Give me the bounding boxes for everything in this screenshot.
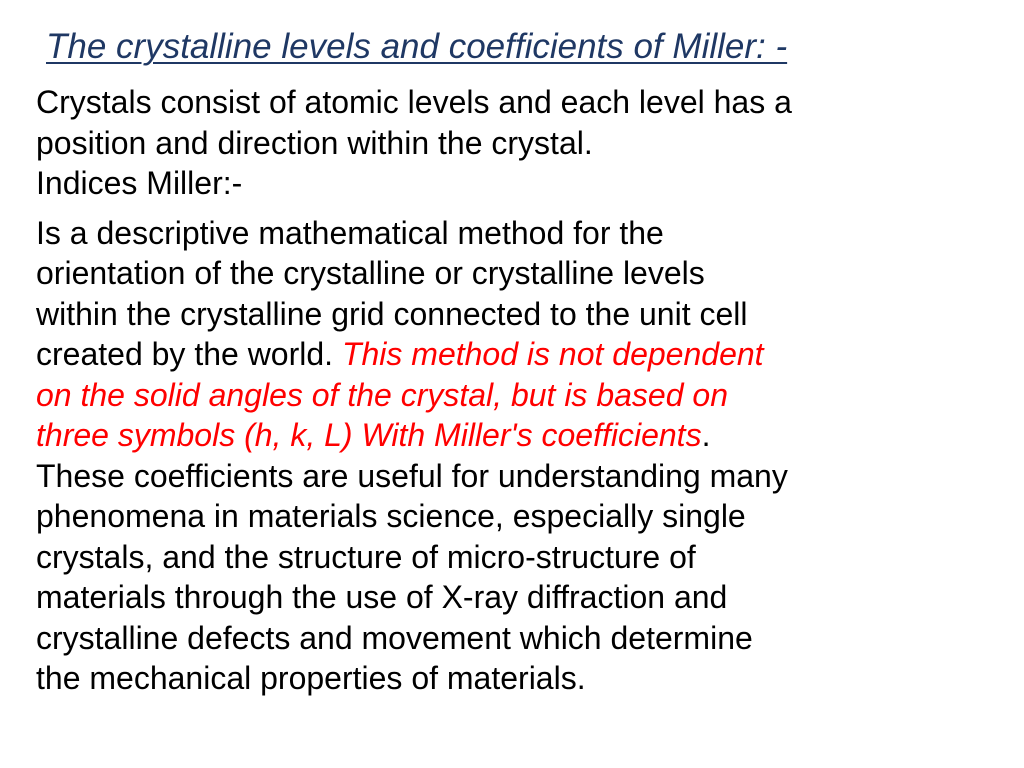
intro-line: Crystals consist of atomic levels and each level has a — [36, 84, 792, 120]
definition-line: orientation of the crystalline or crystalline levels — [36, 255, 705, 291]
definition-line: within the crystalline grid connected to the unit cell — [36, 295, 748, 332]
intro-paragraph — [36, 82, 996, 204]
body-line: phenomena in materials science, especially single — [36, 498, 746, 534]
highlighted-text: three symbols (h, k, L) With Miller's coefficients — [36, 417, 702, 453]
sentence-period: . — [701, 417, 711, 453]
slide-body — [36, 82, 996, 699]
body-line: crystals, and the structure of micro-structure of — [36, 538, 696, 575]
slide-title: The crystalline levels and coefficients of Miller: - — [46, 27, 788, 66]
definition-line: Is a descriptive mathematical method for the — [36, 214, 664, 251]
body-line: These coefficients are useful for understanding many — [36, 457, 788, 494]
intro-line: position and direction within the crystal. — [36, 124, 593, 161]
body-line: the mechanical properties of materials. — [36, 660, 586, 696]
body-line: crystalline defects and movement which determine — [36, 619, 753, 656]
highlighted-text: on the solid angles of the crystal, but is based on — [36, 376, 728, 413]
definition-paragraph — [36, 213, 996, 699]
definition-line: created by the world. — [36, 336, 342, 372]
highlighted-text: This method is not dependent — [341, 336, 764, 372]
indices-heading: Indices Miller:- — [36, 165, 243, 201]
body-line: materials through the use of X-ray diffraction and — [36, 579, 728, 615]
